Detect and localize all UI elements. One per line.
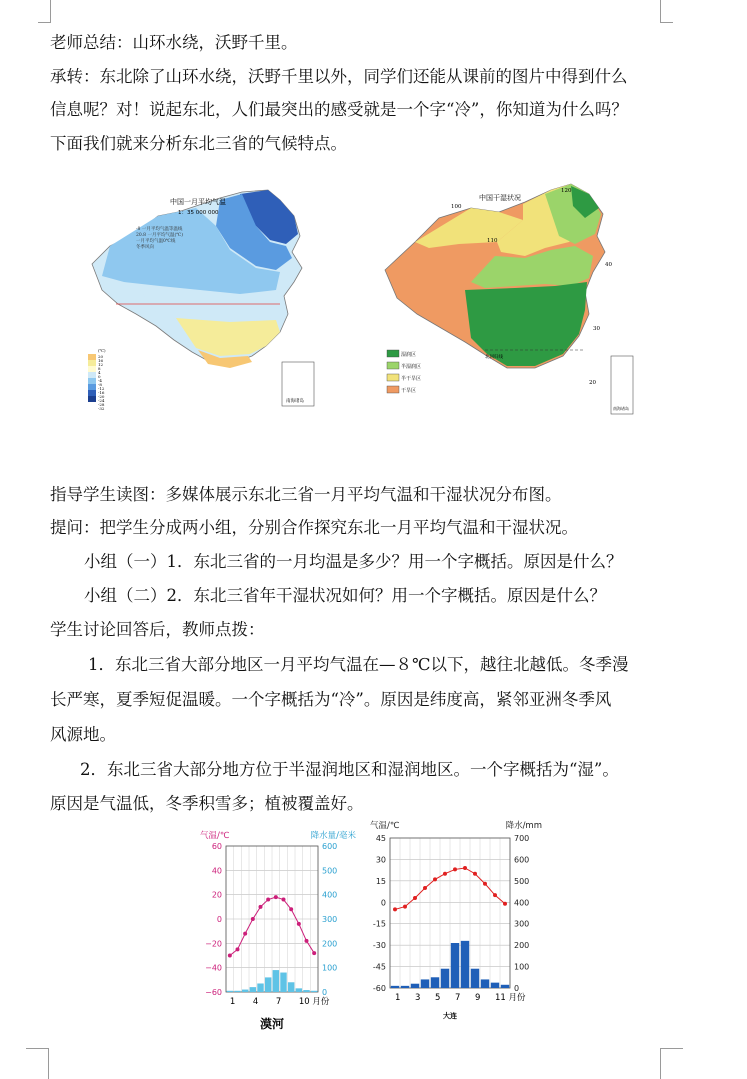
precipitation-bar — [257, 983, 263, 992]
precipitation-bar — [491, 983, 499, 988]
svg-text:一月平均气温0℃线: 一月平均气温0℃线 — [136, 239, 176, 244]
svg-text:南海诸岛: 南海诸岛 — [286, 399, 304, 404]
precipitation-bar — [451, 943, 459, 988]
temperature-point — [473, 872, 477, 876]
y-right-label: 降水/mm — [505, 821, 542, 831]
svg-text:-4: -4 — [98, 378, 102, 383]
svg-text:20: 20 — [589, 380, 596, 386]
paragraph-transition-3: 下面我们就来分析东北三省的气候特点。 — [50, 134, 347, 153]
precipitation-bar — [431, 977, 439, 988]
y-right-tick-label: 200 — [514, 941, 530, 951]
precipitation-bar — [401, 986, 409, 988]
paragraph-guide: 指导学生读图：多媒体展示东北三省一月平均气温和干湿状况分布图。 — [50, 485, 562, 504]
precipitation-bar — [242, 990, 248, 992]
chart-grid — [390, 838, 510, 988]
y-left-tick-label: -15 — [372, 919, 386, 929]
temperature-point — [453, 867, 457, 871]
precipitation-bar — [303, 990, 309, 992]
temperature-point — [493, 893, 497, 897]
x-tick-label: 3 — [415, 993, 421, 1003]
y-right-tick-label: 500 — [514, 876, 530, 886]
svg-text:-16: -16 — [98, 390, 105, 395]
corner-mark-bottom-right — [660, 1048, 683, 1079]
y-left-tick-label: -45 — [372, 962, 386, 972]
chart-grid — [226, 846, 318, 992]
chart-title: 漠河 — [259, 1017, 285, 1031]
precipitation-bar — [391, 986, 399, 988]
y-right-label: 降水量/毫米 — [310, 831, 356, 841]
y-left-tick-label: −60 — [205, 988, 222, 997]
temperature-point — [443, 872, 447, 876]
y-right-tick-label: 200 — [322, 939, 338, 949]
map-dry-wet-status — [375, 178, 637, 418]
x-tick-label: 4 — [252, 997, 259, 1007]
paragraph-summary: 老师总结：山环水绕，沃野千里。 — [50, 33, 298, 52]
y-left-tick-label: -30 — [372, 941, 386, 951]
svg-text:-8: -8 — [98, 382, 102, 387]
temperature-point — [393, 907, 397, 911]
svg-text:冬季风向: 冬季风向 — [136, 245, 154, 250]
precipitation-bar — [501, 985, 509, 988]
y-left-tick-label: 40 — [211, 866, 222, 876]
precipitation-bar — [296, 988, 302, 992]
x-tick-label: 11 月份 — [495, 993, 526, 1003]
temperature-point — [289, 907, 293, 911]
temperature-point — [266, 898, 270, 902]
x-tick-label: 7 — [455, 993, 461, 1003]
paragraph-transition-1: 承转：东北除了山环水绕，沃野千里以外，同学们还能从课前的图片中得到什么 — [50, 67, 628, 86]
precipitation-bar — [421, 979, 429, 988]
y-right-tick-label: 0 — [322, 988, 328, 997]
y-left-tick-label: 20 — [211, 890, 222, 900]
temperature-point — [282, 898, 286, 902]
y-right-tick-label: 400 — [514, 898, 530, 908]
x-tick-label: 1 — [395, 993, 401, 1003]
chart-title: 大连 — [443, 1011, 457, 1020]
y-right-tick-label: 300 — [514, 919, 530, 929]
y-right-tick-label: 300 — [322, 915, 338, 924]
precipitation-bar — [471, 969, 479, 988]
svg-text:0: 0 — [98, 374, 101, 379]
temperature-point — [463, 866, 467, 870]
temperature-point — [403, 905, 407, 909]
x-tick-label: 1 — [229, 997, 236, 1007]
y-right-tick-label: 400 — [322, 890, 338, 900]
y-left-tick-label: 60 — [211, 842, 222, 851]
temperature-point — [236, 947, 240, 951]
temperature-point — [297, 922, 301, 926]
svg-text:1：35 000 000: 1：35 000 000 — [178, 210, 219, 216]
y-left-tick-label: 45 — [375, 834, 386, 843]
temperature-point — [433, 877, 437, 881]
corner-mark-top-right — [660, 0, 673, 23]
paragraph-answer-1-line-3: 风源地。 — [50, 725, 116, 744]
paragraph-group-1: 小组（一）1．东北三省的一月均温是多少？用一个字概括。原因是什么？ — [84, 552, 623, 571]
precipitation-bar — [461, 941, 469, 988]
x-tick-label: 9 — [475, 993, 481, 1003]
paragraph-answer-1-line-1: 1．东北三省大部分地区一月平均气温在—８℃以下，越往北越低。冬季漫 — [88, 655, 629, 674]
svg-text:12: 12 — [98, 362, 104, 367]
svg-text:20: 20 — [98, 354, 104, 359]
svg-text:湿润区: 湿润区 — [401, 352, 417, 358]
temperature-point — [305, 939, 309, 943]
y-right-tick-label: 700 — [514, 834, 530, 843]
temperature-point — [423, 886, 427, 890]
precipitation-bar — [250, 987, 256, 992]
svg-text:半干旱区: 半干旱区 — [401, 376, 422, 382]
svg-text:4: 4 — [98, 370, 101, 375]
svg-text:南海诸岛: 南海诸岛 — [613, 406, 629, 411]
svg-text:30: 30 — [593, 326, 600, 332]
temperature-point — [228, 954, 232, 958]
y-left-label: 气温/℃ — [200, 831, 230, 841]
svg-text:100: 100 — [451, 204, 462, 210]
temperature-point — [503, 902, 507, 906]
y-right-tick-label: 500 — [322, 866, 338, 876]
precipitation-bar — [234, 991, 240, 992]
paragraph-answer-1-line-2: 长严寒，夏季短促温暖。一个字概括为“冷”。原因是纬度高，紧邻亚洲冬季风 — [50, 690, 612, 709]
y-left-tick-label: −20 — [205, 939, 222, 949]
svg-text:半湿润区: 半湿润区 — [401, 364, 422, 370]
y-left-label: 气温/℃ — [370, 821, 400, 831]
svg-text:8: 8 — [98, 366, 101, 371]
x-tick-label: 7 — [275, 997, 282, 1007]
svg-text:(℃): (℃) — [98, 348, 106, 353]
svg-text:-20: -20 — [98, 394, 105, 399]
svg-text:-28: -28 — [98, 402, 105, 407]
y-left-tick-label: 30 — [375, 855, 386, 865]
y-left-tick-label: 0 — [216, 915, 222, 924]
corner-mark-top-left — [38, 0, 51, 23]
paragraph-answer-2-line-2: 原因是气温低，冬季积雪多；植被覆盖好。 — [50, 794, 364, 813]
paragraph-transition-2: 信息呢？对！说起东北，人们最突出的感受就是一个字“冷”，你知道为什么吗？ — [50, 100, 628, 119]
precipitation-bar — [311, 991, 317, 992]
map-dry-title: 中国干湿状况 — [479, 194, 521, 202]
y-left-tick-label: 0 — [380, 898, 386, 908]
temperature-point — [274, 895, 278, 899]
temperature-point — [312, 951, 316, 955]
svg-text:120: 120 — [561, 188, 572, 194]
precipitation-bar — [273, 970, 279, 992]
climate-chart-mohe — [180, 826, 360, 1042]
paragraph-group-2: 小组（二）2．东北三省年干湿状况如何？用一个字概括。原因是什么？ — [84, 586, 606, 605]
svg-text:110: 110 — [487, 238, 498, 244]
temperature-point — [243, 932, 247, 936]
precipitation-bar — [441, 969, 449, 988]
svg-text:-8 一月平均气温等温线: -8 一月平均气温等温线 — [136, 227, 183, 232]
precipitation-bar — [288, 982, 294, 992]
y-left-tick-label: −40 — [205, 963, 222, 973]
climate-chart-dalian — [362, 818, 542, 1028]
precipitation-bar — [481, 979, 489, 988]
map-january-temperature — [80, 186, 320, 412]
svg-text:-24: -24 — [98, 398, 105, 403]
svg-text:-12: -12 — [98, 386, 105, 391]
y-right-tick-label: 100 — [514, 962, 530, 972]
y-right-tick-label: 100 — [322, 963, 338, 973]
temperature-point — [413, 896, 417, 900]
precipitation-bar — [280, 973, 286, 992]
y-left-tick-label: -60 — [372, 984, 386, 993]
precipitation-bar — [411, 984, 419, 988]
svg-text:-32: -32 — [98, 406, 105, 411]
svg-text:40: 40 — [605, 262, 612, 268]
paragraph-discussion: 学生讨论回答后，教师点拨： — [50, 620, 265, 639]
paragraph-answer-2-line-1: 2．东北三省大部分地方位于半湿润地区和湿润地区。一个字概括为“湿”。 — [80, 760, 619, 779]
y-right-tick-label: 600 — [514, 855, 530, 865]
map-temp-title: 中国一月平均气温 — [170, 198, 226, 206]
temperature-point — [251, 917, 255, 921]
svg-text:16: 16 — [98, 358, 104, 363]
temperature-point — [259, 905, 263, 909]
y-right-tick-label: 0 — [514, 984, 520, 993]
corner-mark-bottom-left — [26, 1048, 49, 1079]
x-tick-label: 5 — [435, 993, 441, 1003]
y-left-tick-label: 15 — [375, 876, 386, 886]
precipitation-bar — [227, 991, 233, 992]
svg-text:北回归线: 北回归线 — [485, 355, 503, 360]
svg-text:20.8 一月平均气温(℃): 20.8 一月平均气温(℃) — [136, 233, 183, 238]
paragraph-question: 提问：把学生分成两小组，分别合作探究东北一月平均气温和干湿状况。 — [50, 518, 578, 537]
precipitation-bar — [265, 977, 271, 992]
svg-text:干旱区: 干旱区 — [401, 388, 417, 394]
x-tick-label: 10 月份 — [298, 997, 330, 1007]
temperature-point — [483, 882, 487, 886]
y-right-tick-label: 600 — [322, 842, 338, 851]
